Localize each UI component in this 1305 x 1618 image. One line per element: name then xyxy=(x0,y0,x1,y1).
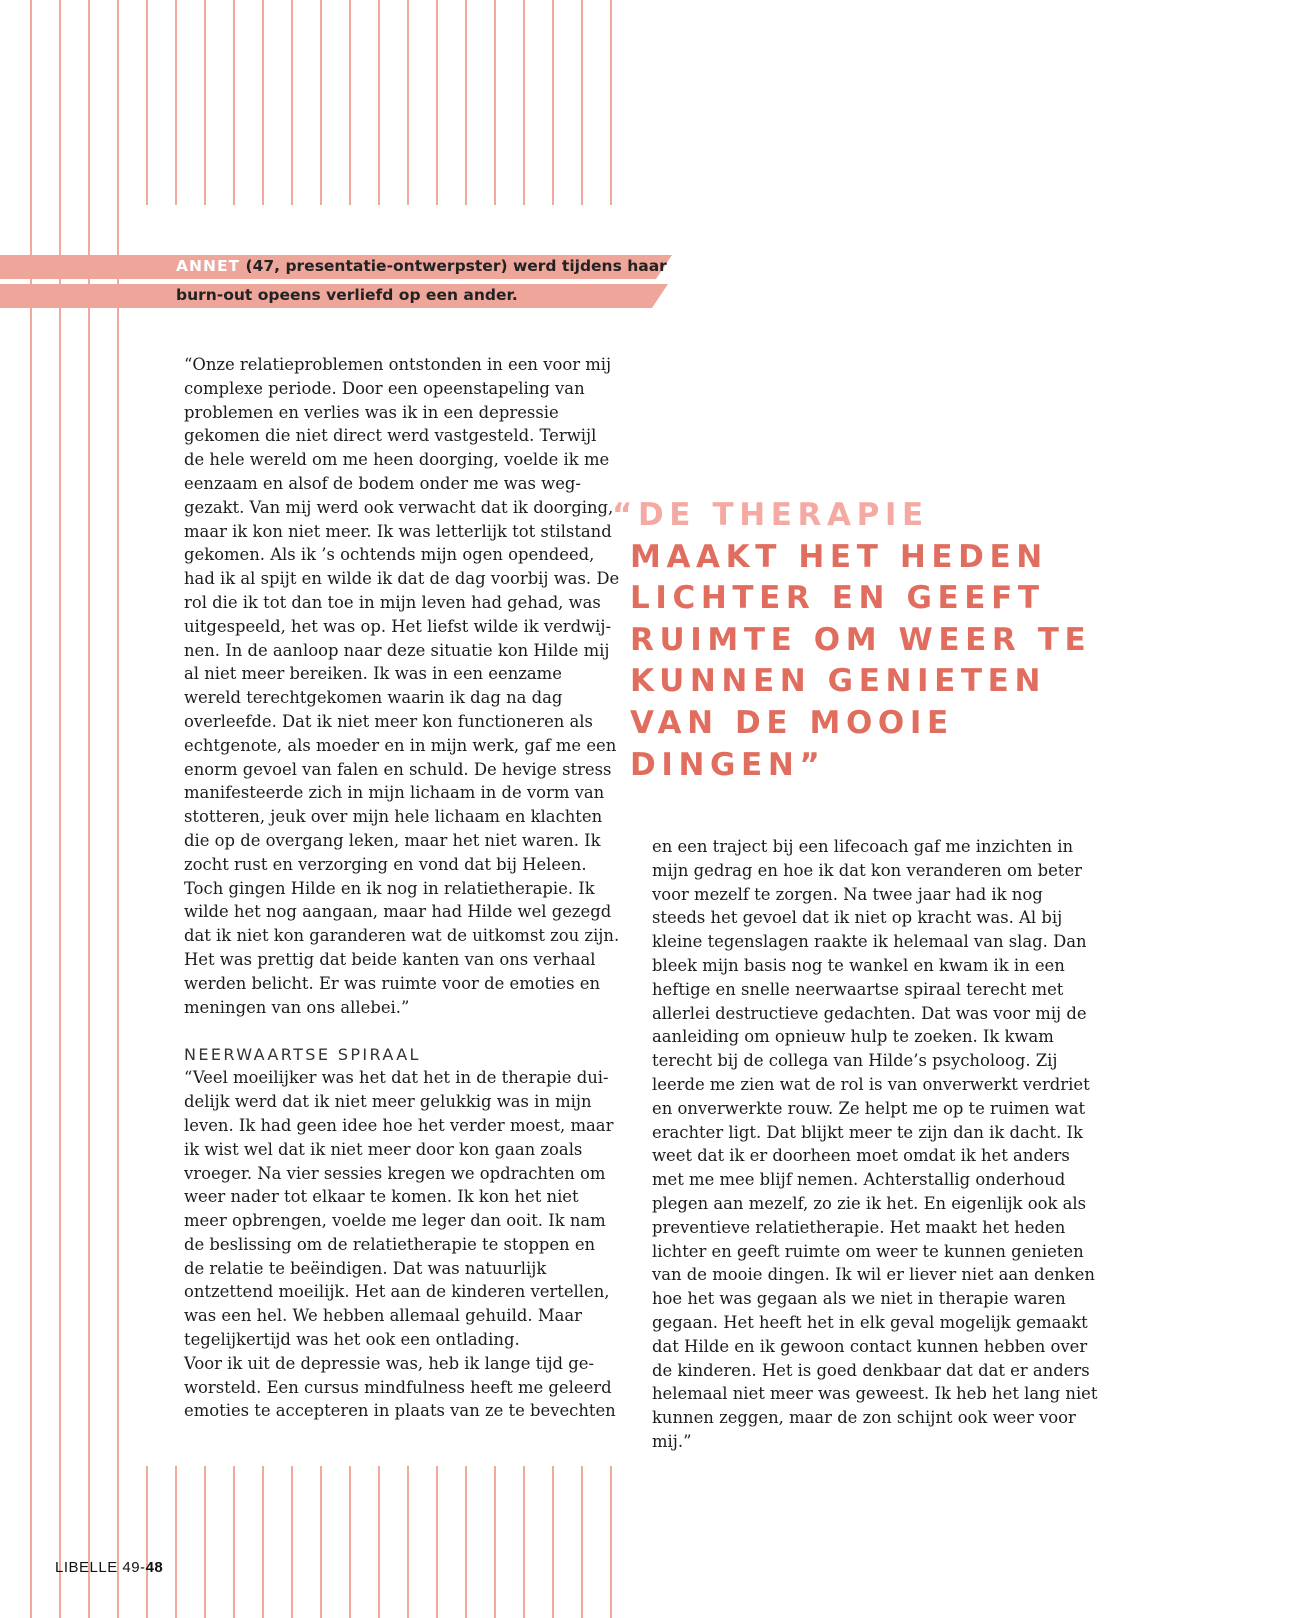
vline-top xyxy=(146,0,148,205)
vline-bottom xyxy=(523,1466,525,1618)
vline-bottom xyxy=(320,1466,322,1618)
vline-top xyxy=(436,0,438,205)
vline-top xyxy=(378,0,380,205)
vline-bottom xyxy=(233,1466,235,1618)
vline-top xyxy=(581,0,583,205)
vline-top xyxy=(204,0,206,205)
vline-bottom xyxy=(494,1466,496,1618)
left-column xyxy=(184,353,620,1423)
vline-bottom xyxy=(581,1466,583,1618)
vline-top xyxy=(494,0,496,205)
vline-top xyxy=(407,0,409,205)
vline-top xyxy=(552,0,554,205)
lead-line-1-rest: (47, presentatie-ontwerpster) werd tijdens haar xyxy=(240,257,667,275)
pull-quote-first-line: “DE THERAPIE xyxy=(612,497,929,533)
body-paragraph: en een traject bij een lifecoach gaf me inzichten in mijn gedrag en hoe ik dat kon veranderen om beter voor mezelf te zorgen. Na twee jaar had ik nog steeds het gevoel dat ik niet op kracht was. Al bij kleine tegenslagen raakte ik helemaal van slag. Dan bleek mijn basis nog te wankel en kwam ik in een heftige en snelle neerwaartse spiraal terecht met allerlei destructieve gedachten. Dat was voor mij de aanleiding om opnieuw hulp te zoeken. Ik kwam terecht bij de collega van Hilde’s psycholoog. Zij leerde me zien wat de rol is van onverwerkt verdriet en onverwerkte rouw. Ze helpt me op te ruimen wat erachter ligt. Dat blijkt meer te zijn dan ik dacht. Ik weet dat ik er doorheen moet omdat ik het anders met me mee blijf nemen. Achterstallig onderhoud plegen aan mezelf, zo zie ik het. En eigenlijk ook als preventieve relatietherapie. Het maakt het heden lichter en geeft ruimte om weer te kunnen genieten van de mooie dingen. Ik wil er liever niet aan denken hoe het was gegaan als we niet in therapie waren gegaan. Het heeft het in elk geval mogelijk gemaakt dat Hilde en ik gewoon contact kunnen hebben over de kinderen. Het is goed denkbaar dat dat er anders helemaal niet meer was geweest. Ik heb het lang niet kunnen zeggen, maar de zon schijnt ook weer voor mij.” xyxy=(652,837,1098,1451)
vline-bottom xyxy=(436,1466,438,1618)
pull-quote-rest: MAAKT HET HEDEN LICHTER EN GEEFT RUIMTE OM WEER TE KUNNEN GENIETEN VAN DE MOOIE DINGEN” xyxy=(630,538,1092,783)
vline-top xyxy=(349,0,351,205)
vline-bottom xyxy=(175,1466,177,1618)
vline-bottom xyxy=(349,1466,351,1618)
vline-bottom xyxy=(465,1466,467,1618)
lead-line-2: burn-out opeens verliefd op een ander. xyxy=(176,286,518,304)
right-column xyxy=(652,835,1098,1454)
vline-bottom xyxy=(407,1466,409,1618)
vline-bottom xyxy=(552,1466,554,1618)
body-paragraph: “Veel moeilijker was het dat het in de therapie duidelijk werd dat ik niet meer gelukkig was in mijn leven. Ik had geen idee hoe het verder moest, maar ik wist wel dat ik niet meer door kon gaan zoals vroeger. Na vier sessies kregen we opdrachten om weer nader tot elkaar te komen. Ik kon het niet meer opbrengen, voelde me leger dan ooit. Ik nam de beslissing om de relatietherapie te stoppen en de relatie te beëindigen. Dat was natuurlijk ontzettend moeilijk. Het aan de kinderen vertellen, was een hel. We hebben allemaal gehuild. Maar tegelijkertijd was het ook een ontlading. xyxy=(184,1068,614,1350)
vline-top xyxy=(262,0,264,205)
vline-bottom xyxy=(378,1466,380,1618)
vline-top xyxy=(465,0,467,205)
vline-full xyxy=(88,0,90,1618)
vline-full xyxy=(30,0,32,1618)
page-number: 48 xyxy=(145,1559,164,1576)
vline-bottom xyxy=(146,1466,148,1618)
lead-line-1 xyxy=(176,257,667,275)
vline-bottom xyxy=(610,1466,612,1618)
vline-top xyxy=(320,0,322,205)
body-paragraph: Voor ik uit de depressie was, heb ik lange tijd geworsteld. Een cursus mindfulness heeft me geleerd emoties te accepteren in plaats van ze te bevechten xyxy=(184,1353,616,1421)
vline-top xyxy=(610,0,612,205)
vline-full xyxy=(59,0,61,1618)
section-heading: NEERWAARTSE SPIRAAL xyxy=(184,1045,421,1065)
vline-full xyxy=(117,0,119,1618)
vline-top xyxy=(523,0,525,205)
vline-bottom xyxy=(291,1466,293,1618)
body-paragraph: “Onze relatieproblemen ontstonden in een voor mij complexe periode. Door een opeenstapeling van problemen en verlies was ik in een depressie gekomen die niet direct werd vastgesteld. Terwijl de hele wereld om me heen doorging, voelde ik me eenzaam en alsof de bodem onder me was weggezakt. Van mij werd ook verwacht dat ik doorging, maar ik kon niet meer. Ik was letterlijk tot stilstand gekomen. Als ik ’s ochtends mijn ogen opendeed, had ik al spijt en wilde ik dat de dag voorbij was. De rol die ik tot dan toe in mijn leven had gehad, was uitgespeeld, het was op. Het liefst wilde ik verdwijnen. In de aanloop naar deze situatie kon Hilde mij al niet meer bereiken. Ik was in een eenzame wereld terechtgekomen waarin ik dag na dag overleefde. Dat ik niet meer kon functioneren als echtgenote, als moeder en in mijn werk, gaf me een enorm gevoel van falen en schuld. De hevige stress manifesteerde zich in mijn lichaam in de vorm van stotteren, jeuk over mijn hele lichaam en klachten die op de overgang leken, maar het niet waren. Ik zocht rust en verzorging en vond dat bij Heleen. Toch gingen Hilde en ik nog in relatietherapie. Ik wilde het nog aangaan, maar had Hilde wel gezegd dat ik niet kon garanderen wat de uitkomst zou zijn. Het was prettig dat beide kanten van ons verhaal werden belicht. Er was ruimte voor de emoties en meningen van ons allebei.” xyxy=(184,355,620,1017)
vline-bottom xyxy=(262,1466,264,1618)
vline-top xyxy=(233,0,235,205)
magazine-issue: LIBELLE 49- xyxy=(55,1559,146,1576)
pull-quote xyxy=(612,495,1150,786)
vline-top xyxy=(175,0,177,205)
lead-name: ANNET xyxy=(176,257,241,275)
page-footer xyxy=(55,1559,163,1576)
vline-top xyxy=(291,0,293,205)
vline-bottom xyxy=(204,1466,206,1618)
